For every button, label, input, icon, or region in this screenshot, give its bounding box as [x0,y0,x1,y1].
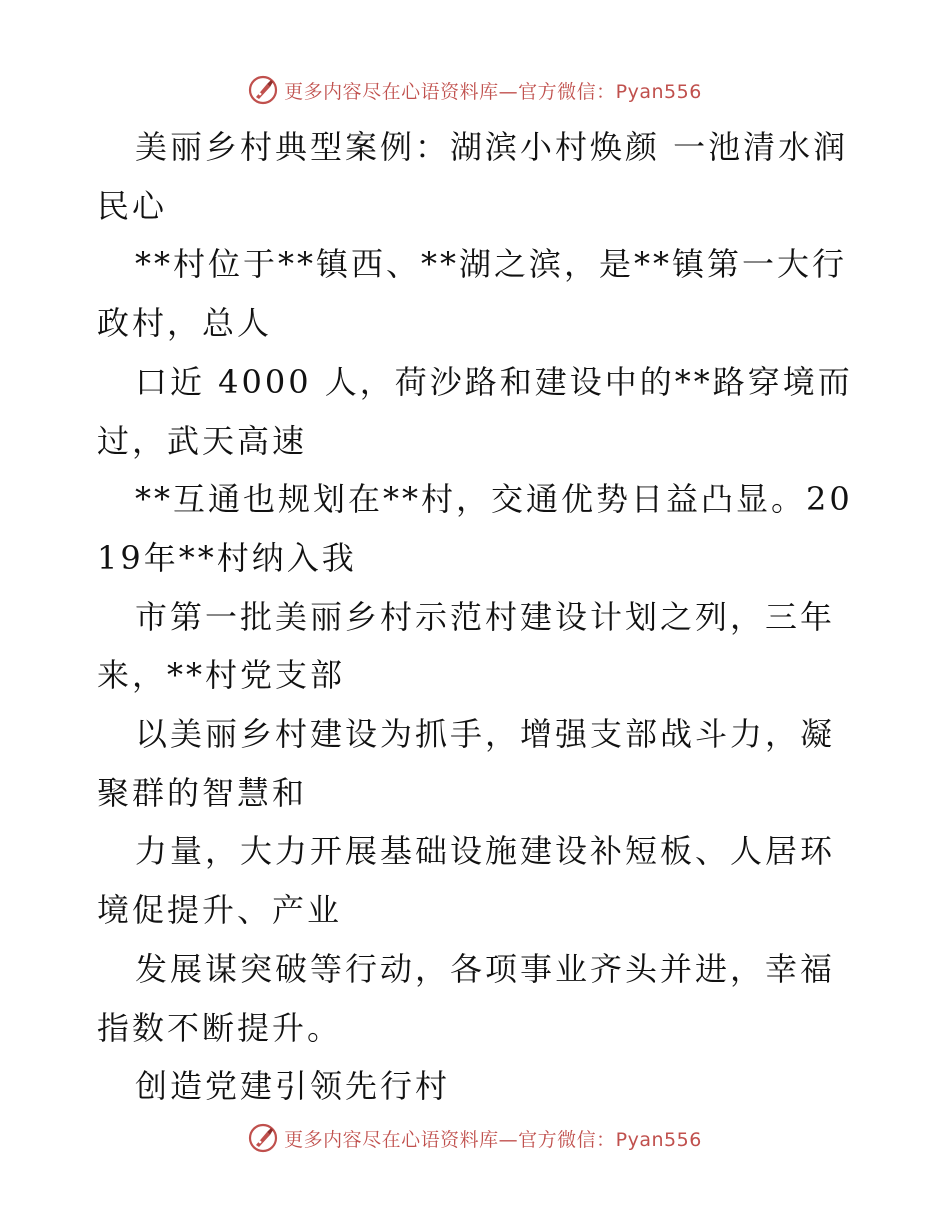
paragraph: 力量，大力开展基础设施建设补短板、人居环境促提升、产业 [97,832,836,930]
paragraph: 发展谋突破等行动，各项事业齐头并进，幸福指数不断提升。 [97,949,836,1047]
pen-nib-logo-icon [248,1123,278,1153]
header-watermark-banner [0,70,950,110]
document-body [97,118,857,1116]
document-title: 美丽乡村典型案例：湖滨小村焕颜 一池清水润民心 [97,128,849,225]
footer-watermark-banner [0,1118,950,1158]
header-watermark-text: 更多内容尽在心语资料库—官方微信：Pyan556 [284,80,702,103]
paragraph: 口近 4000 人，荷沙路和建设中的**路穿境而过，武天高速 [97,362,853,460]
footer-watermark-text: 更多内容尽在心语资料库—官方微信：Pyan556 [284,1128,702,1151]
paragraph: 以美丽乡村建设为抓手，增强支部战斗力，凝聚群的智慧和 [97,715,836,812]
pen-nib-logo-icon [248,75,278,105]
section-heading: 创造党建引领先行村 [135,1067,451,1106]
paragraph: **互通也规划在**村，交通优势日益凸显。2019年**村纳入我 [97,480,853,577]
paragraph: **村位于**镇西、**湖之滨，是**镇第一大行政村，总人 [97,245,848,343]
paragraph: 市第一批美丽乡村示范村建设计划之列，三年来，**村党支部 [97,597,836,695]
